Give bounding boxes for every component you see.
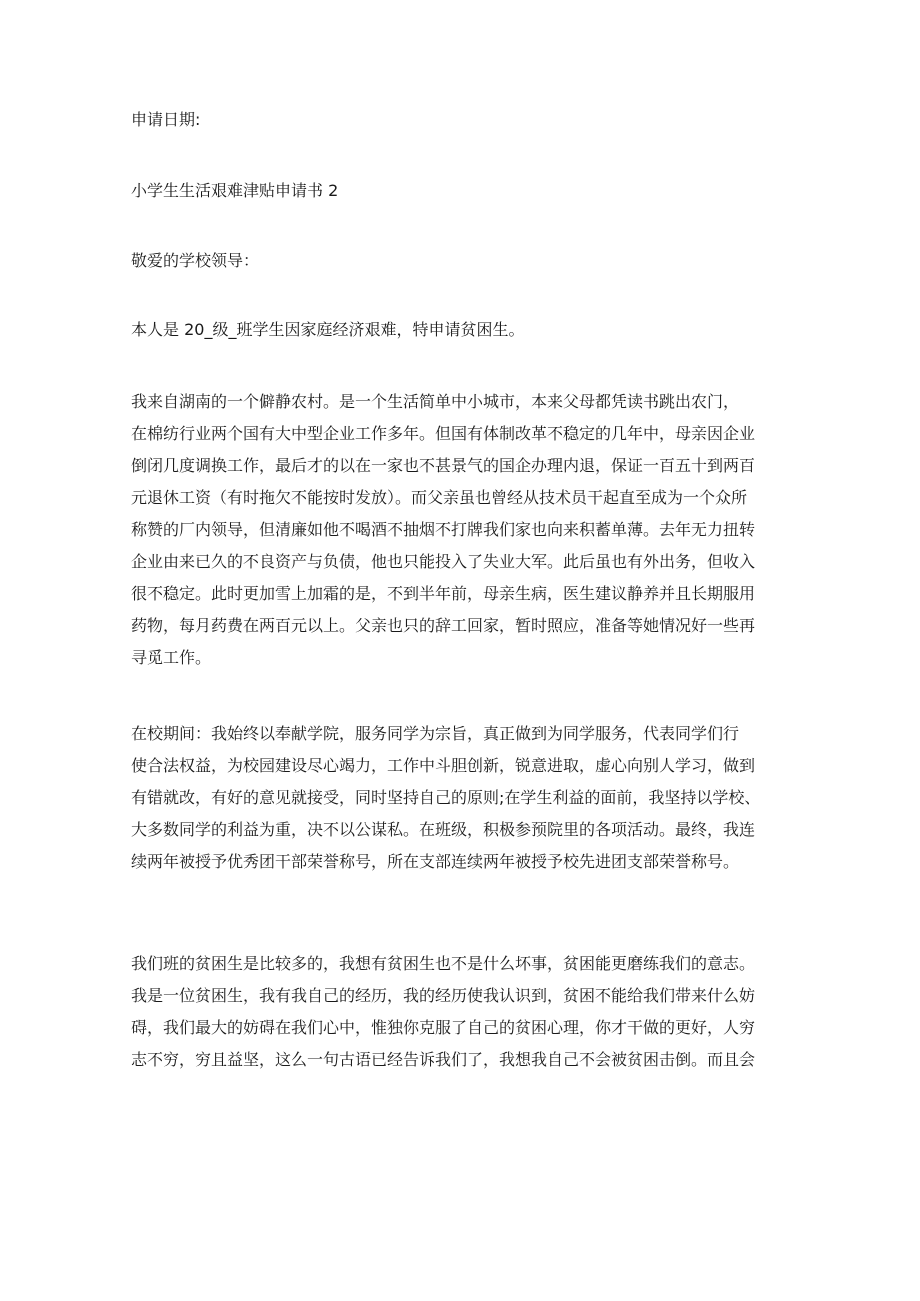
paragraph-line: 大多数同学的利益为重，决不以公谋私。在班级，积极参预院里的各项活动。最终，我连 <box>131 820 756 839</box>
salutation: 敬爱的学校领导： <box>131 251 260 270</box>
paragraph-line: 我来自湖南的一个僻静农村。是一个生活简单中小城市，本来父母都凭读书跳出农门， <box>131 392 740 411</box>
document-title: 小学生生活艰难津贴申请书 2 <box>131 181 339 200</box>
paragraph-line: 续两年被授予优秀团干部荣誉称号，所在支部连续两年被授予校先进团支部荣誉称号。 <box>131 852 740 871</box>
paragraph-line: 志不穷，穷且益坚，这么一句古语已经告诉我们了，我想我自己不会被贫困击倒。而且会 <box>131 1050 756 1069</box>
paragraph-line: 有错就改，有好的意见就接受，同时坚持自己的原则;在学生利益的面前，我坚持以学校、 <box>131 788 761 807</box>
date-label: 申请日期: <box>131 110 201 129</box>
intro-line: 本人是 20_级_班学生因家庭经济艰难，特申请贫困生。 <box>131 320 525 339</box>
paragraph-line: 元退休工资（有时拖欠不能按时发放）。而父亲虽也曾经从技术员干起直至成为一个众所 <box>131 488 748 507</box>
paragraph-line: 企业由来已久的不良资产与负债，他也只能投入了失业大军。此后虽也有外出务，但收入 <box>131 552 756 571</box>
paragraph-line: 寻觅工作。 <box>131 648 212 667</box>
paragraph-line: 在校期间：我始终以奉献学院，服务同学为宗旨，真正做到为同学服务，代表同学们行 <box>131 724 740 743</box>
paragraph-poverty-reflection <box>131 948 801 1076</box>
paragraph-line: 在棉纺行业两个国有大中型企业工作多年。但国有体制改革不稳定的几年中，母亲因企业 <box>131 424 756 443</box>
paragraph-line: 药物，每月药费在两百元以上。父亲也只的辞工回家，暂时照应，准备等她情况好一些再 <box>131 616 756 635</box>
paragraph-school-performance <box>131 718 801 878</box>
paragraph-line: 碍，我们最大的妨碍在我们心中，惟独你克服了自己的贫困心理，你才干做的更好，人穷 <box>131 1018 756 1037</box>
paragraph-family-background <box>131 386 801 674</box>
paragraph-line: 我是一位贫困生，我有我自己的经历，我的经历使我认识到，贫困不能给我们带来什么妨 <box>131 986 756 1005</box>
paragraph-line: 我们班的贫困生是比较多的，我想有贫困生也不是什么坏事，贫困能更磨练我们的意志。 <box>131 954 756 973</box>
paragraph-line: 使合法权益，为校园建设尽心竭力，工作中斗胆创新，锐意进取，虚心向别人学习，做到 <box>131 756 756 775</box>
paragraph-line: 倒闭几度调换工作，最后才的以在一家也不甚景气的国企办理内退，保证一百五十到两百 <box>131 456 756 475</box>
paragraph-line: 称赞的厂内领导，但清廉如他不喝酒不抽烟不打牌我们家也向来积蓄单薄。去年无力扭转 <box>131 520 756 539</box>
paragraph-line: 很不稳定。此时更加雪上加霜的是，不到半年前，母亲生病，医生建议静养并且长期服用 <box>131 584 756 603</box>
